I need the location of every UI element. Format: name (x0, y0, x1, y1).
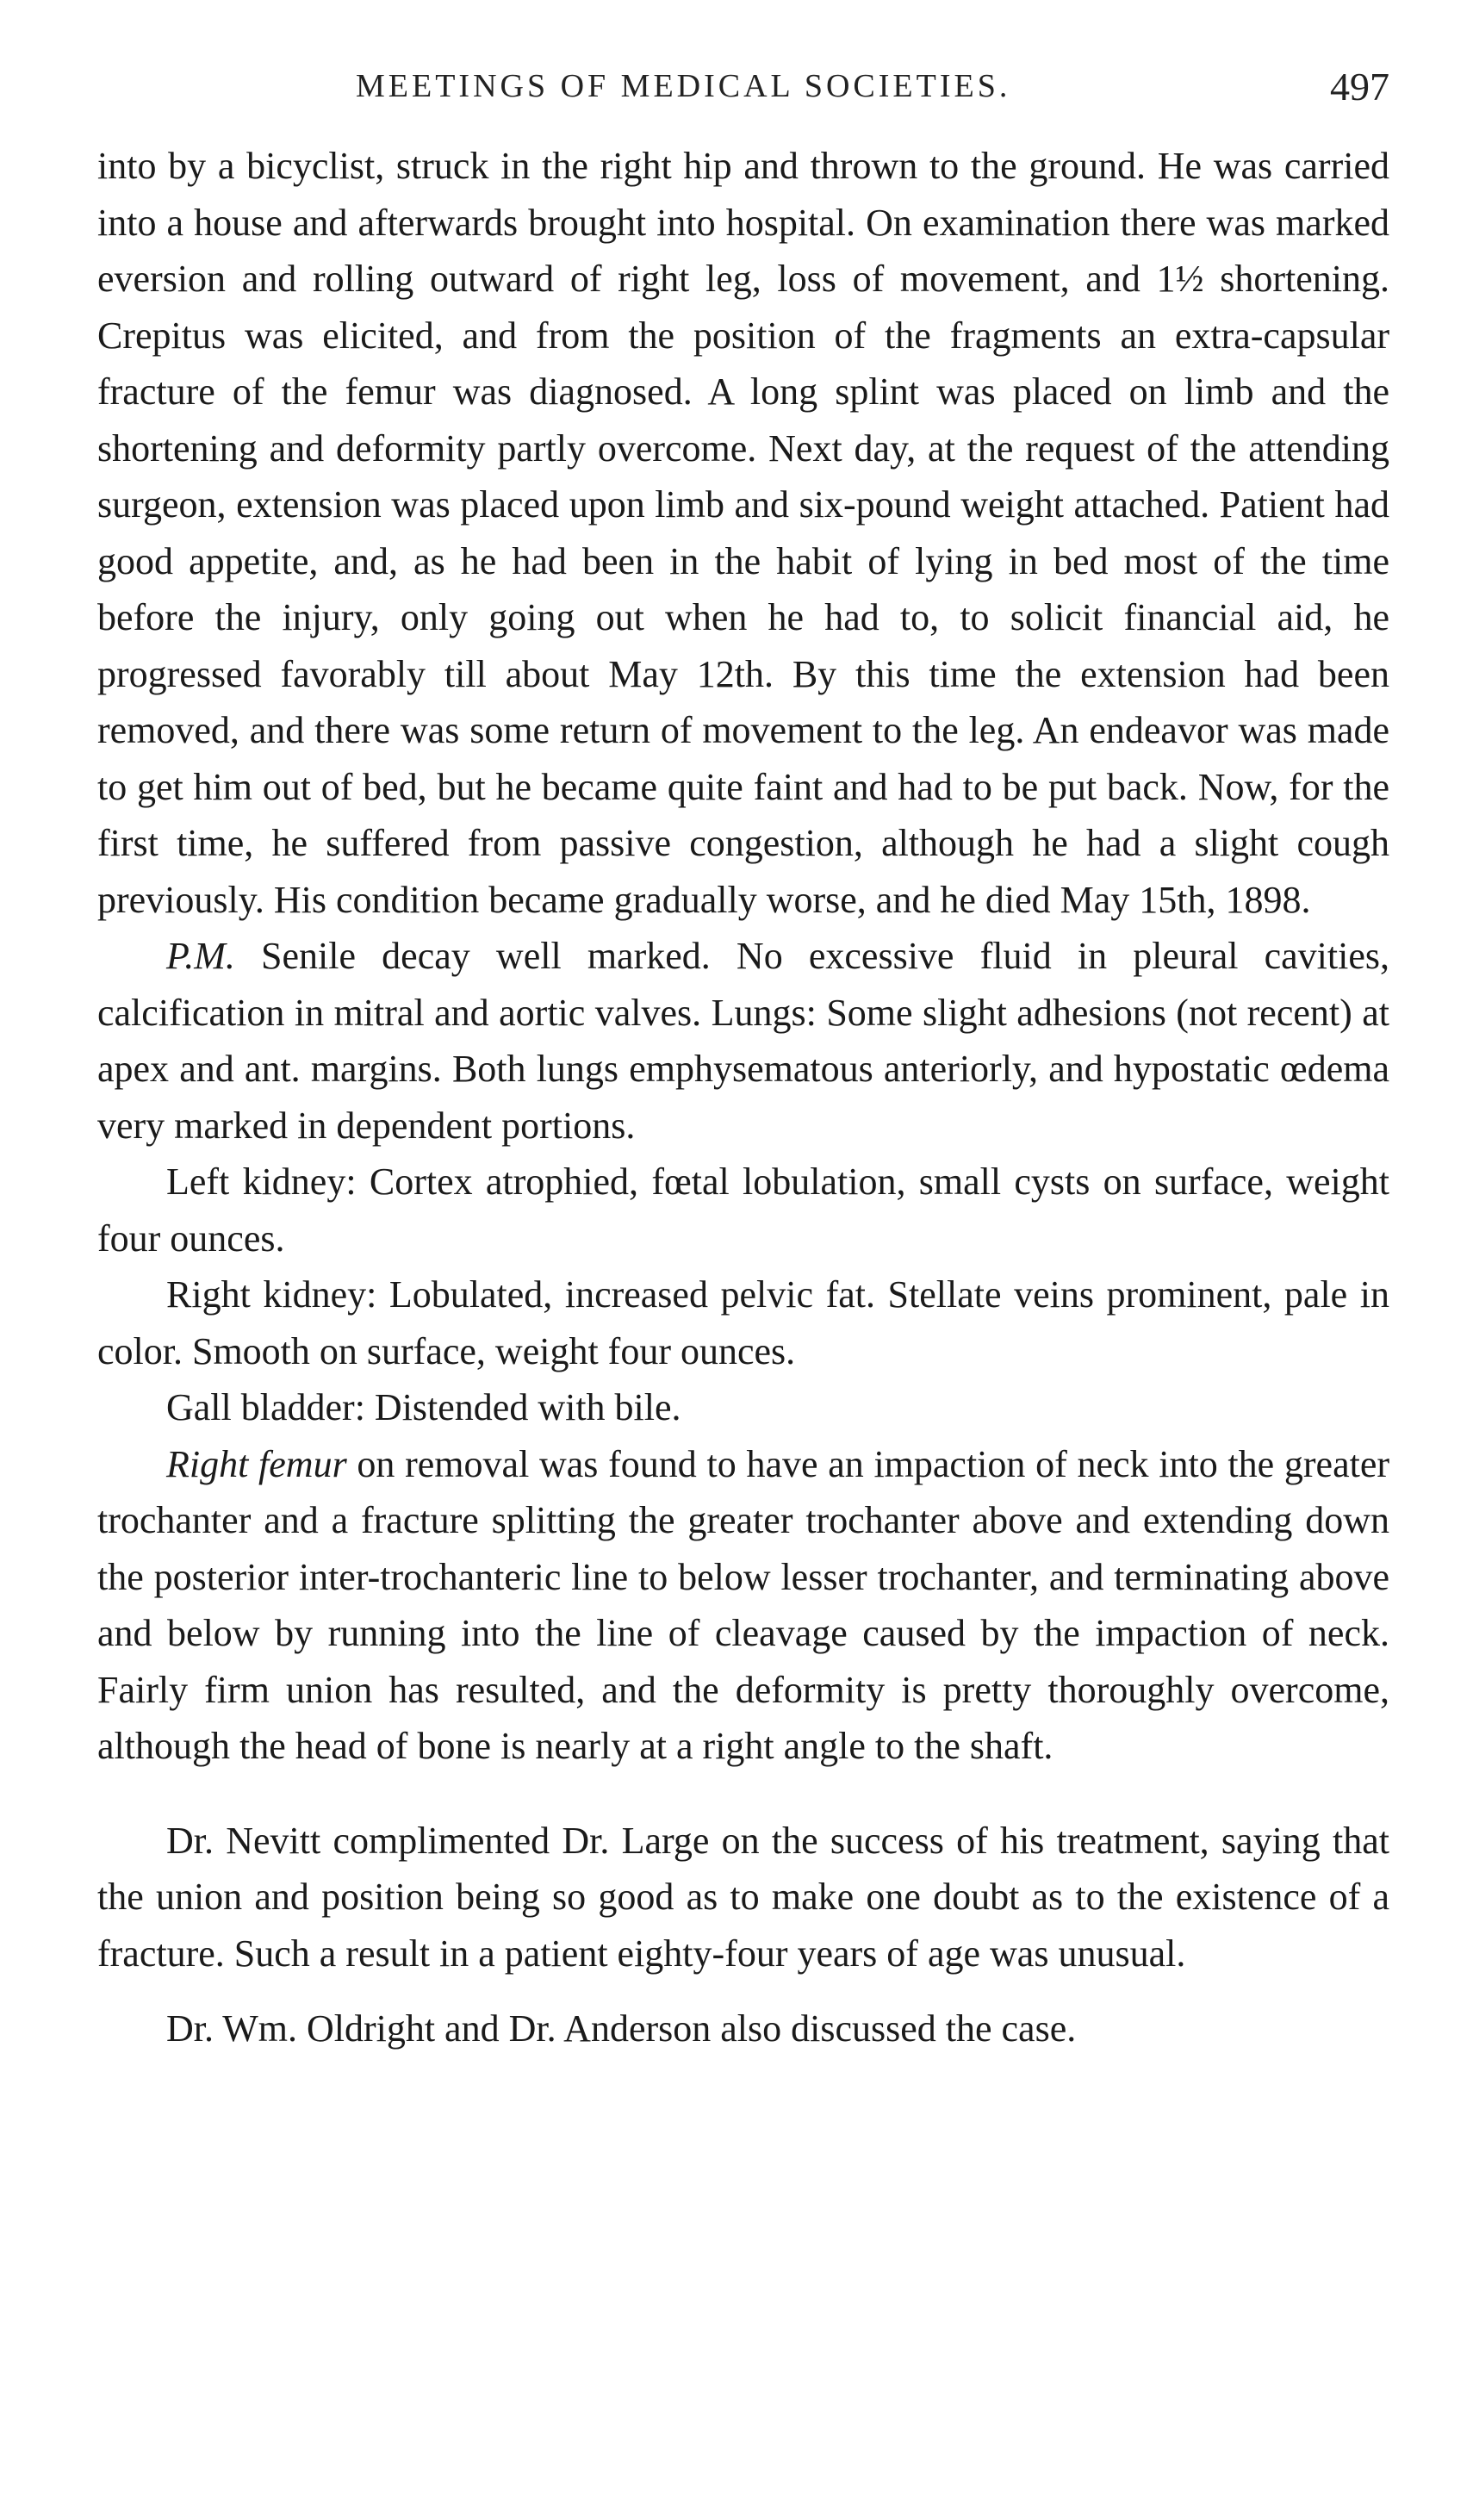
left-kidney-paragraph: Left kidney: Cortex atrophied, fœtal lobulation, small cysts on surface, weight four ounces. (97, 1160, 1389, 1260)
gall-bladder-paragraph: Gall bladder: Distended with bile. (166, 1386, 681, 1428)
right-femur-paragraph (97, 1436, 1389, 1775)
case-history-paragraph: into by a bicyclist, struck in the right hip and thrown to the ground. He was carried into a house and afterwards brought into hospital. On examination there was marked eversion and rolling outward of right leg, loss of movement, and 1½ shortening. Crepitus was elicited, and from the position of the fragments an extra-capsular fracture of the femur was diagnosed. A long splint was placed on limb and the shortening and deformity partly overcome. Next day, at the request of the attending surgeon, extension was placed upon limb and six-pound weight attached. Patient had good appetite, and, as he had been in the habit of lying in bed most of the time before the injury, only going out when he had to, to solicit financial aid, he progressed favorably till about May 12th. By this time the extension had been removed, and there was some return of movement to the leg. An endeavor was made to get him out of bed, but he became quite faint and had to be put back. Now, for the first time, he suffered from passive congestion, although he had a slight cough previously. His condition became gradually worse, and he died May 15th, 1898. (97, 145, 1389, 921)
body-text (97, 138, 1389, 2057)
right-femur-text: on removal was found to have an impaction of neck into the greater trochanter and a fracture splitting the greater trochanter above and extending down the posterior inter-trochanteric line to below lesser trochanter, and terminating above and below by running into the line of cleavage caused by the impaction of neck. Fairly firm union has resulted, and the deformity is pretty thoroughly overcome, although the head of bone is nearly at a right angle to the shaft. (97, 1442, 1390, 1767)
post-mortem-paragraph (97, 928, 1389, 1154)
page (97, 52, 1389, 2057)
running-head (97, 52, 1389, 138)
running-head-title: MEETINGS OF MEDICAL SOCIETIES. (356, 68, 1011, 104)
page-number: 497 (1330, 65, 1389, 109)
post-mortem-label: P.M. (166, 935, 235, 977)
right-femur-label: Right femur (166, 1442, 347, 1485)
oldright-discussion-paragraph: Dr. Wm. Oldright and Dr. Anderson also discussed the case. (166, 2007, 1077, 2050)
right-kidney-paragraph: Right kidney: Lobulated, increased pelvic fat. Stellate veins prominent, pale in color. Smooth on surface, weight four ounces. (97, 1273, 1389, 1372)
nevitt-discussion-paragraph: Dr. Nevitt complimented Dr. Large on the success of his treatment, saying that the union and position being so good as to make one doubt as to the existence of a fracture. Such a result in a patient eighty-four years of age was unusual. (97, 1819, 1389, 1975)
post-mortem-text: Senile decay well marked. No excessive fluid in pleural cavities, calcification in mitral and aortic valves. Lungs: Some slight adhesions (not recent) at apex and ant. margins. Both lungs emphysematous anteriorly, and hypostatic œdema very marked in dependent portions. (97, 935, 1389, 1147)
